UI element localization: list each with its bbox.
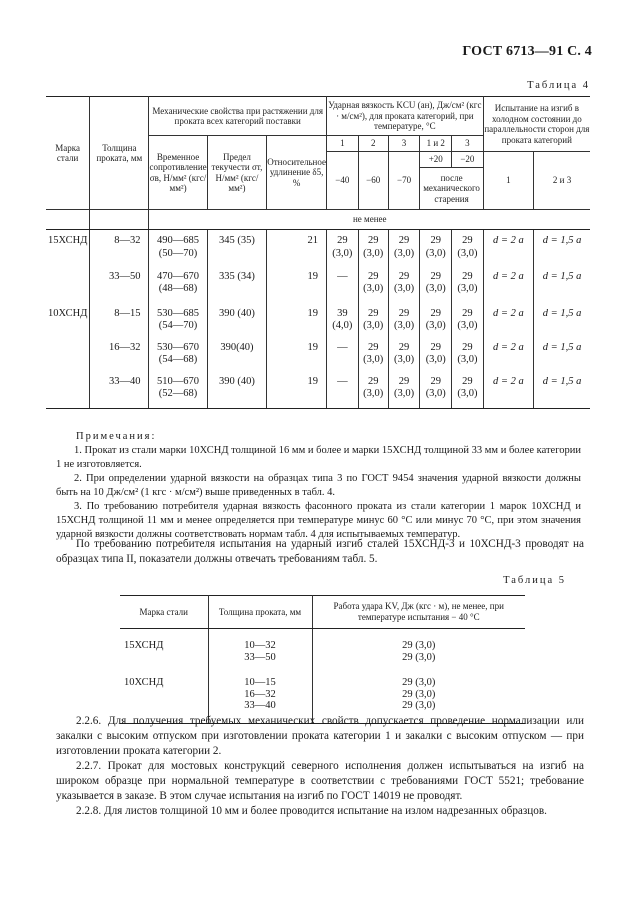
table5-grade-cell: 10ХСНД [120,663,208,724]
yield-cell: 345 (35) [207,230,267,268]
impact-cell: 29 (3,0) [420,339,452,373]
table5-value-cell: 29 (3,0) 29 (3,0) 29 (3,0) [312,663,525,724]
temp-label: −70 [388,152,420,210]
impact-cell: 29 (3,0) [358,305,388,339]
cat-label: 1 [326,136,358,152]
impact-cell: 29 (3,0) [388,373,420,409]
bend-cat-label: 2 и 3 [534,152,590,210]
impact-cell: 29 (3,0) [358,230,388,268]
impact-cell: 39 (4,0) [326,305,358,339]
table4-header-mech: Механические свойства при растяжении для проката всех категорий поставки [149,97,327,136]
table5-header-thickness: Толщина проката, мм [208,596,312,629]
yield-cell: 390 (40) [207,305,267,339]
grade-cell: 10ХСНД [48,307,88,319]
notes-title: Примечания: [76,431,157,442]
table4-header-tensile: Временное сопротивление σв, Н/мм² (кгс/мм²) [149,136,207,210]
impact-cell: 29 (3,0) [420,230,452,268]
note-2: 2. При определении ударной вязкости на образцах типа 3 по ГОСТ 9454 значения ударной вязкости должны быть на 10 Дж/см² (1 кгс · м/см²) выше приведенных в табл. 4. [56,473,581,498]
paragraph-2-2-8: 2.2.8. Для листов толщиной 10 мм и более проводится испытание на излом надрезанных образцов. [76,805,547,817]
table5-caption: Таблица 5 [503,575,566,586]
table5-thickness-cell: 10—32 33—50 [208,629,312,664]
temp-label: −20 [452,152,484,168]
thickness-cell: 16—32 [90,339,149,373]
impact-cell: 29 (3,0) [420,305,452,339]
table4-caption: Таблица 4 [527,80,590,91]
impact-cell: 29 (3,0) [452,339,484,373]
tensile-cell: 530—685 (54—70) [149,305,207,339]
thickness-cell: 8—32 [90,230,149,268]
impact-cell: 29 (3,0) [358,373,388,409]
impact-cell: 29 (3,0) [452,373,484,409]
impact-cell: 29 (3,0) [388,339,420,373]
section-paragraphs [56,714,584,819]
bend-cell: d = 1,5 a [534,230,590,268]
table4-header-thickness: Толщина проката, мм [90,97,149,210]
elong-cell: 21 [267,230,327,268]
impact-cell: — [326,268,358,305]
impact-cell: 29 (3,0) [388,268,420,305]
elong-cell: 19 [267,339,327,373]
thickness-cell: 33—50 [90,268,149,305]
impact-cell: 29 (3,0) [420,268,452,305]
impact-cell: 29 (3,0) [452,305,484,339]
bend-cat-label: 1 [483,152,533,210]
impact-cell: — [326,339,358,373]
table4-header-elongation: Относительное удлинение δ5, % [267,136,327,210]
bend-cell: d = 1,5 a [534,339,590,373]
thickness-cell: 33—40 [90,373,149,409]
table4-header-impact: Ударная вязкость KCU (ан), Дж/см² (кгс · м/см²), для проката категорий, при температуре, °С [326,97,483,136]
bend-cell: d = 2 a [483,305,533,339]
bend-cell: d = 1,5 a [534,305,590,339]
yield-cell: 390 (40) [207,373,267,409]
table4 [46,96,590,409]
grade-cell [46,268,90,305]
cat-label: 2 [358,136,388,152]
bend-cell: d = 1,5 a [534,268,590,305]
temp-label: −60 [358,152,388,210]
impact-cell: 29 (3,0) [388,230,420,268]
impact-cell: 29 (3,0) [326,230,358,268]
grade-cell: 15ХСНД [48,235,88,246]
temp-label: −40 [326,152,358,210]
paragraph-2-2-6: 2.2.6. Для получения требуемых механических свойств допускается проведение нормализации или закалки с высоким отпуском при изготовлении проката категории 1 и закалки с высоким отпуском — при изготовлении проката категории 2. [56,715,584,757]
elong-cell: 19 [267,373,327,409]
elong-cell: 19 [267,268,327,305]
cat-label: 3 [388,136,420,152]
bend-cell: d = 2 a [483,373,533,409]
thickness-cell: 8—15 [90,305,149,339]
after-aging-label: после механического старения [420,168,483,210]
table5 [120,595,525,724]
elong-cell: 19 [267,305,327,339]
impact-cell: — [326,373,358,409]
bend-cell: d = 1,5 a [534,373,590,409]
impact-cell: 29 (3,0) [452,268,484,305]
yield-cell: 335 (34) [207,268,267,305]
cat-label: 3 [452,136,484,152]
bend-cell: d = 2 a [483,339,533,373]
table4-header-grade: Марка стали [46,97,90,210]
tensile-cell: 510—670 (52—68) [149,373,207,409]
tensile-cell: 530—670 (54—68) [149,339,207,373]
table5-grade-cell: 15ХСНД [124,640,164,651]
note-3: 3. По требованию потребителя ударная вязкость фасонного проката из стали категории 1 марок 10ХСНД и 15ХСНД толщиной 11 мм и менее определяется при температуре минус 60 °С или минус 70 °С, при этом значения ударной вязкости должны соответствовать нормам табл. 4 для испытываемых температур. [56,501,581,540]
yield-cell: 390(40) [207,339,267,373]
note-1: 1. Прокат из стали марки 10ХСНД толщиной 16 мм и более и марки 15ХСНД толщиной 33 мм и более категории 1 не изготовляется. [56,445,581,470]
table4-header-bend: Испытание на изгиб в холодном состоянии до параллельности сторон для проката категорий [483,97,590,152]
table5-header-work: Работа удара KV, Дж (кгс · м), не менее, при температуре испытания − 40 °С [312,596,525,629]
impact-cell: 29 (3,0) [420,373,452,409]
page-header: ГОСТ 6713—91 С. 4 [462,44,592,59]
bend-cell: d = 2 a [483,268,533,305]
paragraph-2-2-7: 2.2.7. Прокат для мостовых конструкций северного исполнения должен испытываться на изгиб на широком образце при нормальной температуре в соответствии с требованиями ГОСТ 5521; требование указывается в заказе. В этом случае испытания на изгиб по ГОСТ 14019 не проводят. [56,760,584,802]
table5-value-cell: 29 (3,0) 29 (3,0) [312,629,525,664]
impact-cell: 29 (3,0) [452,230,484,268]
impact-cell: 29 (3,0) [358,339,388,373]
bend-cell: d = 2 a [483,230,533,268]
table5-header-grade: Марка стали [120,596,208,629]
tensile-cell: 470—670 (48—68) [149,268,207,305]
table5-thickness-cell: 10—15 16—32 33—40 [208,663,312,724]
impact-cell: 29 (3,0) [358,268,388,305]
table5-intro-paragraph: По требованию потребителя испытания на ударный изгиб сталей 15ХСНД-3 и 10ХСНД-3 проводят на образцах типа II, показатели должны отвечать требованиям табл. 5. [56,538,584,565]
table4-notes [56,430,581,542]
table4-header-yield: Предел текучести σт, Н/мм² (кгс/мм²) [207,136,267,210]
tensile-cell: 490—685 (50—70) [149,230,207,268]
not-less-label: не менее [149,210,590,230]
grade-cell [46,339,90,373]
temp-label: +20 [420,152,452,168]
grade-cell [46,373,90,409]
cat-label: 1 и 2 [420,136,452,152]
impact-cell: 29 (3,0) [388,305,420,339]
